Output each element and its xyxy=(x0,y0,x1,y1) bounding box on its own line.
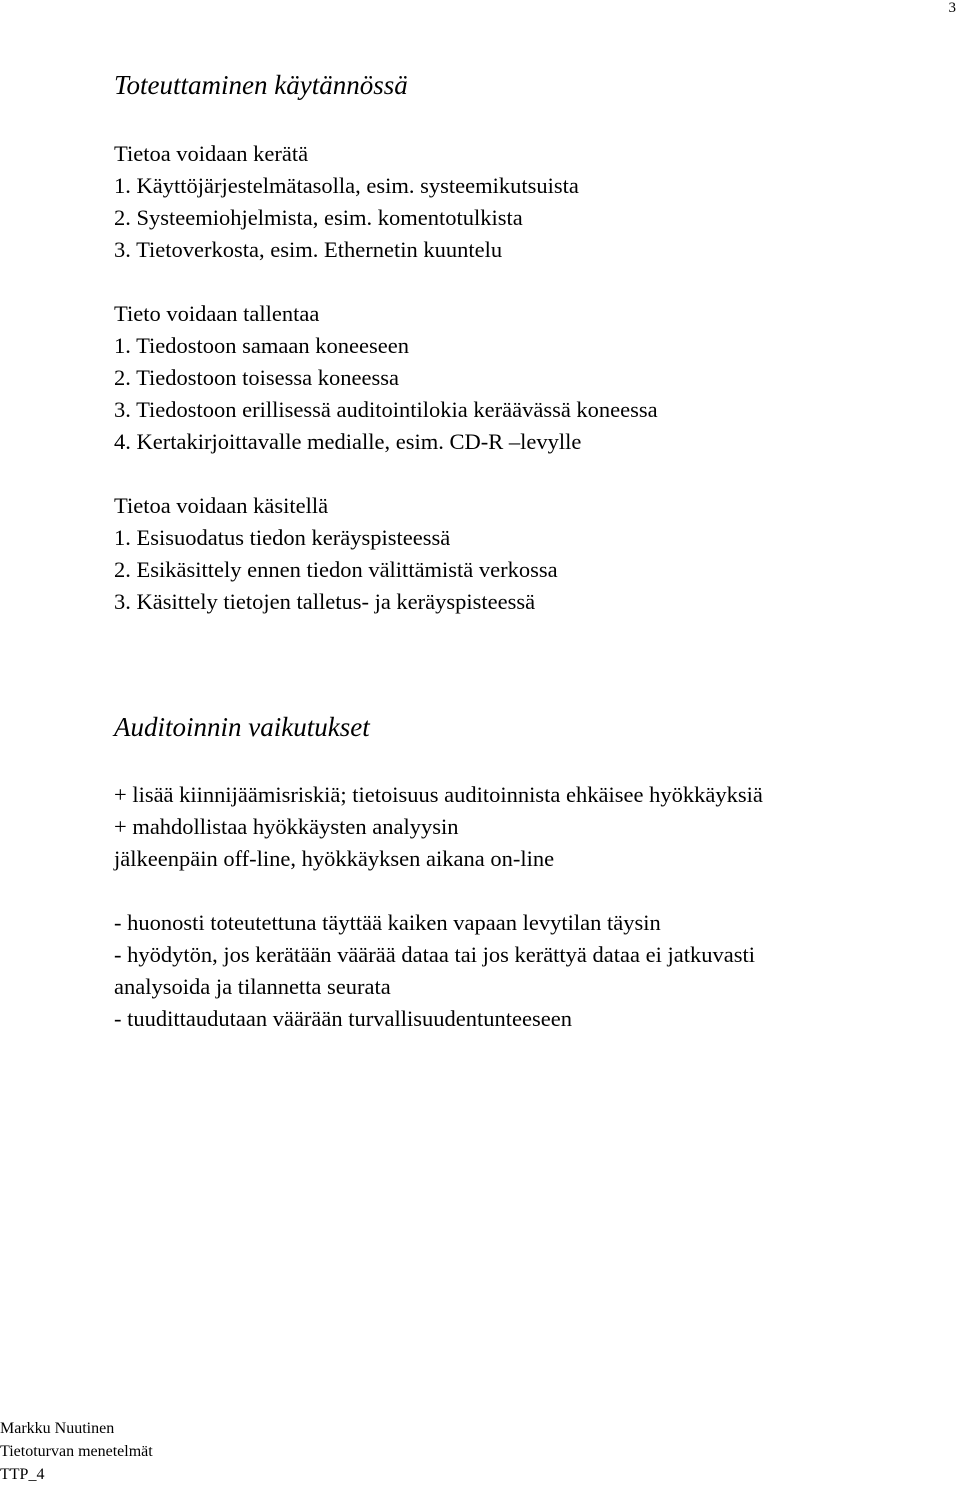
effect-line: + lisää kiinnijäämisriskiä; tietoisuus auditoinnista ehkäisee hyökkäyksiä xyxy=(114,782,763,807)
collect-item: 3. Tietoverkosta, esim. Ethernetin kuuntelu xyxy=(114,237,503,262)
footer-code: TTP_4 xyxy=(0,1466,45,1483)
process-title: Tietoa voidaan käsitellä xyxy=(114,493,329,518)
store-item: 2. Tiedostoon toisessa koneessa xyxy=(114,365,400,390)
section-heading-implementation: Toteuttaminen käytännössä xyxy=(114,70,408,100)
footer-course: Tietoturvan menetelmät xyxy=(0,1443,153,1460)
store-title: Tieto voidaan tallentaa xyxy=(114,301,320,326)
collect-item: 1. Käyttöjärjestelmätasolla, esim. systeemikutsuista xyxy=(114,173,579,198)
section-heading-effects: Auditoinnin vaikutukset xyxy=(114,712,370,742)
store-item: 4. Kertakirjoittavalle medialle, esim. CD-R –levylle xyxy=(114,429,582,454)
effect-line: - hyödytön, jos kerätään väärää dataa tai jos kerättyä dataa ei jatkuvasti xyxy=(114,942,755,967)
collect-item: 2. Systeemiohjelmista, esim. komentotulkista xyxy=(114,205,523,230)
effect-line: jälkeenpäin off-line, hyökkäyksen aikana on-line xyxy=(114,846,555,871)
process-item: 2. Esikäsittely ennen tiedon välittämistä verkossa xyxy=(114,557,558,582)
store-item: 3. Tiedostoon erillisessä auditointilokia keräävässä koneessa xyxy=(114,397,658,422)
effect-line: + mahdollistaa hyökkäysten analyysin xyxy=(114,814,459,839)
process-item: 3. Käsittely tietojen talletus- ja keräyspisteessä xyxy=(114,589,536,614)
store-item: 1. Tiedostoon samaan koneeseen xyxy=(114,333,409,358)
footer-author: Markku Nuutinen xyxy=(0,1420,115,1437)
effect-line: - huonosti toteutettuna täyttää kaiken vapaan levytilan täysin xyxy=(114,910,661,935)
process-item: 1. Esisuodatus tiedon keräyspisteessä xyxy=(114,525,451,550)
effect-line: - tuudittaudutaan väärään turvallisuudentunteeseen xyxy=(114,1006,572,1031)
page-number: 3 xyxy=(948,0,956,16)
effect-line: analysoida ja tilannetta seurata xyxy=(114,974,391,999)
collect-title: Tietoa voidaan kerätä xyxy=(114,141,309,166)
